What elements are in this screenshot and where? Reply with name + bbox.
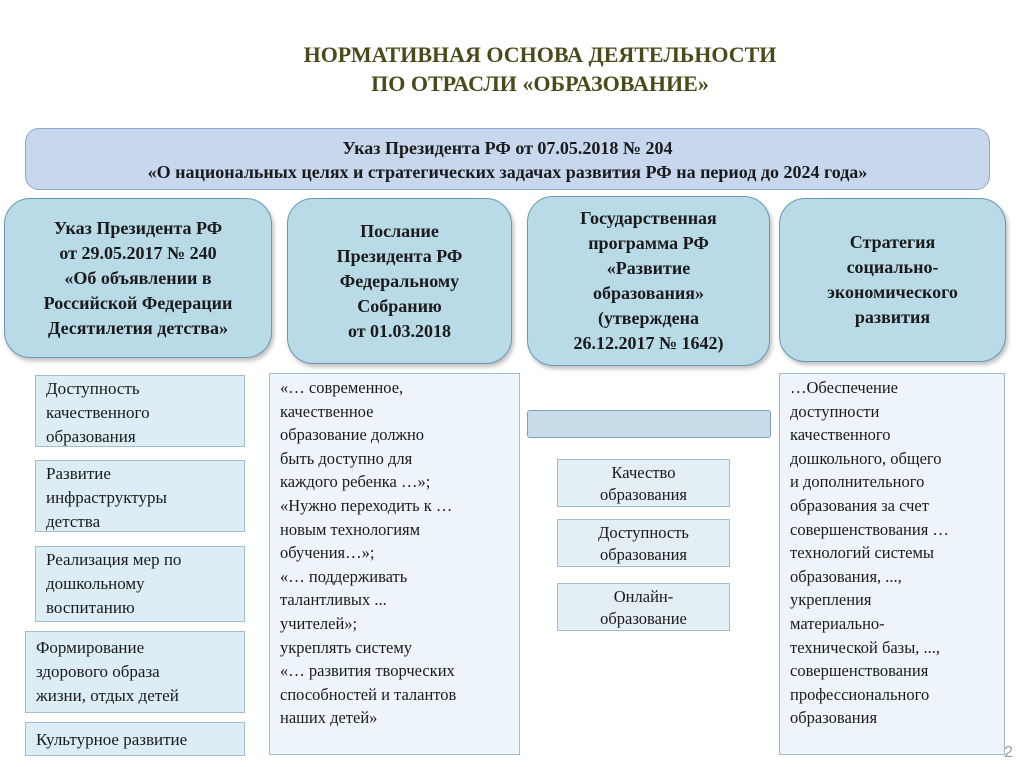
left-item-line: Культурное развитие [36, 730, 188, 749]
slide-title [200, 40, 880, 98]
main-decree-line-2: «О национальных целях и стратегических задачах развития РФ на период до 2024 года» [147, 162, 868, 182]
pillar-line: Десятилетия детства» [47, 317, 228, 338]
strategy-line: качественного [790, 425, 891, 445]
address-quotes-box [269, 373, 520, 755]
pillar-line: Указ Президента РФ [53, 217, 223, 238]
strategy-line: материально- [790, 613, 885, 633]
pillar-line: Собранию [357, 295, 442, 316]
strategy-line: дошкольного, общего [790, 448, 942, 468]
main-decree-box [25, 128, 990, 190]
left-item-line: воспитанию [46, 598, 135, 617]
pillar-line: Федеральному [339, 270, 460, 291]
title-line-1: НОРМАТИВНАЯ ОСНОВА ДЕЯТЕЛЬНОСТИ [303, 42, 777, 67]
quote-line: обучения…»; [280, 543, 375, 563]
quote-line: новым технологиям [280, 519, 421, 539]
pillar-line: развития [854, 307, 931, 327]
program-item-line: Онлайн- [613, 587, 674, 606]
strategy-line: укрепления [790, 590, 872, 610]
quote-line: «Нужно переходить к … [280, 495, 453, 515]
quote-line: быть доступно для [280, 448, 413, 468]
left-item-line: Развитие [46, 464, 111, 483]
page-number: 2 [1004, 744, 1013, 761]
pillar-line: от 29.05.2017 № 240 [59, 242, 217, 263]
pillar-line: экономического [827, 282, 958, 302]
program-item-line: Доступность [598, 523, 689, 542]
pillar-line: образования» [593, 283, 704, 303]
strategy-line: образования [790, 708, 878, 728]
strategy-line: доступности [790, 401, 880, 421]
left-item-infrastructure [35, 460, 245, 532]
quote-line: наших детей» [280, 708, 378, 728]
pillar-line: «Об объявлении в [64, 267, 212, 288]
left-item-line: дошкольному [46, 574, 145, 593]
pillar-presidential-address [287, 198, 512, 364]
left-item-line: здорового образа [36, 662, 160, 681]
left-item-line: качественного [46, 403, 150, 422]
pillar-line: Российской Федерации [43, 292, 233, 313]
left-item-culture [25, 722, 245, 756]
strategy-line: …Обеспечение [790, 378, 898, 397]
pillar-line: программа РФ [588, 233, 709, 253]
strategy-line: и дополнительного [790, 472, 925, 492]
strategy-line: образования, ..., [790, 566, 902, 586]
quote-line: качественное [280, 401, 374, 421]
strategy-line: совершенствования [790, 661, 929, 681]
quote-line: укреплять систему [280, 637, 413, 657]
strategy-line: образования за счет [790, 495, 929, 515]
pillar-line: от 01.03.2018 [347, 320, 452, 341]
program-header-bar [527, 410, 771, 438]
strategy-line: совершенствования … [790, 519, 949, 539]
pillar-line: «Развитие [606, 258, 691, 278]
program-item-access [557, 519, 730, 567]
quote-line: «… современное, [280, 378, 404, 397]
strategy-line: технологий системы [790, 543, 935, 563]
left-item-line: образования [46, 427, 136, 446]
program-item-online [557, 583, 730, 631]
left-item-line: детства [46, 512, 101, 531]
program-item-line: образования [599, 485, 688, 504]
program-item-line: образования [599, 545, 688, 564]
program-item-line: образование [600, 609, 687, 628]
quote-line: каждого ребенка …»; [280, 472, 431, 492]
pillar-line: (утверждена [597, 308, 700, 328]
quote-line: способностей и талантов [280, 684, 457, 704]
strategy-line: профессионального [790, 684, 930, 704]
left-item-line: Доступность [46, 379, 140, 398]
strategy-line: технической базы, ..., [790, 637, 941, 657]
left-item-line: Формирование [36, 638, 145, 657]
pillar-state-program [527, 196, 770, 366]
pillar-strategy [779, 198, 1006, 362]
quote-line: образование должно [280, 425, 425, 445]
pillar-line: 26.12.2017 № 1642) [573, 333, 724, 353]
pillar-line: Государственная [580, 208, 717, 228]
strategy-text-box [779, 373, 1005, 755]
quote-line: учителей»; [280, 613, 358, 633]
pillar-line: Послание [360, 220, 439, 241]
left-item-line: жизни, отдых детей [36, 686, 179, 705]
pillar-line: социально- [846, 257, 939, 277]
quote-line: «… развития творческих [280, 661, 455, 681]
main-decree-line-1: Указ Президента РФ от 07.05.2018 № 204 [342, 138, 673, 158]
left-item-line: инфраструктуры [46, 488, 167, 507]
quote-line: «… поддерживать [280, 566, 408, 586]
pillar-line: Стратегия [849, 232, 936, 252]
left-item-line: Реализация мер по [46, 550, 182, 569]
title-line-2: ПО ОТРАСЛИ «ОБРАЗОВАНИЕ» [371, 71, 709, 96]
pillar-decree-240 [4, 198, 272, 358]
left-item-health [25, 631, 245, 713]
program-item-line: Качество [611, 463, 676, 482]
quote-line: талантливых ... [280, 590, 387, 610]
program-item-quality [557, 459, 730, 507]
pillar-line: Президента РФ [336, 245, 463, 266]
left-item-access [35, 375, 245, 447]
left-item-preschool [35, 546, 245, 622]
